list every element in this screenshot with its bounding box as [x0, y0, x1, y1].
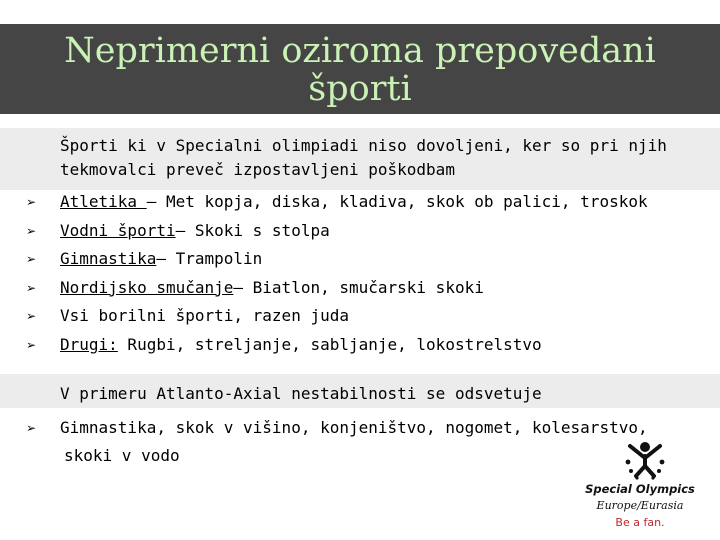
- title-line-2: športi: [308, 69, 412, 109]
- sport-detail: – Biatlon, smučarski skoki: [233, 277, 484, 297]
- arrow-bullet-icon: ➢: [26, 195, 37, 209]
- title-line-1: Neprimerni oziroma prepovedani: [64, 31, 656, 71]
- list-item: [26, 331, 648, 360]
- intro-line-1: Športi ki v Specialni olimpiadi niso dovoljeni, ker so pri njih: [60, 136, 667, 155]
- list-item: [26, 188, 648, 217]
- special-olympics-logo: [570, 440, 715, 535]
- list-item: [26, 274, 648, 303]
- sport-label: Gimnastika: [60, 249, 157, 269]
- arrow-bullet-icon: ➢: [26, 309, 37, 324]
- intro-line-2: tekmovalci preveč izpostavljeni poškodbam: [60, 160, 455, 179]
- sport-label: Atletika: [60, 192, 147, 211]
- prohibited-sports-list: [26, 188, 648, 360]
- logo-name: Special Olympics: [585, 482, 695, 496]
- sport-detail: – Met kopja, diska, kladiva, skok ob palici, troskok: [146, 192, 648, 211]
- arrow-bullet-icon: ➢: [26, 337, 37, 352]
- arrow-bullet-icon: ➢: [26, 421, 37, 435]
- sport-label: Nordijsko smučanje: [60, 277, 234, 297]
- special-olympics-figure-icon: [622, 440, 668, 480]
- arrow-bullet-icon: ➢: [26, 252, 37, 267]
- sport-label: Vodni športi: [60, 220, 176, 240]
- logo-region: Europe/Eurasia: [596, 499, 684, 512]
- sport-detail: Vsi borilni športi, razen juda: [60, 306, 349, 326]
- logo-tagline: Be a fan.: [615, 516, 665, 529]
- second-bullet-line-2: skoki v vodo: [64, 446, 180, 465]
- list-item: [26, 302, 648, 331]
- slide-title: [0, 24, 720, 114]
- list-item: [26, 245, 648, 274]
- second-bullet-line-1: Gimnastika, skok v višino, konjeništvo, nogomet, kolesarstvo,: [60, 418, 648, 437]
- arrow-bullet-icon: ➢: [26, 223, 37, 238]
- second-intro-text: V primeru Atlanto-Axial nestabilnosti se odsvetuje: [60, 384, 542, 403]
- arrow-bullet-icon: ➢: [26, 280, 37, 295]
- sport-label: Drugi:: [60, 334, 118, 354]
- list-item: [26, 217, 648, 246]
- atlanto-axial-list-item: [26, 414, 648, 470]
- sport-detail: – Skoki s stolpa: [175, 220, 330, 240]
- intro-text: [60, 134, 667, 182]
- sport-detail: Rugbi, streljanje, sabljanje, lokostrelstvo: [117, 334, 542, 354]
- sport-detail: – Trampolin: [156, 249, 263, 269]
